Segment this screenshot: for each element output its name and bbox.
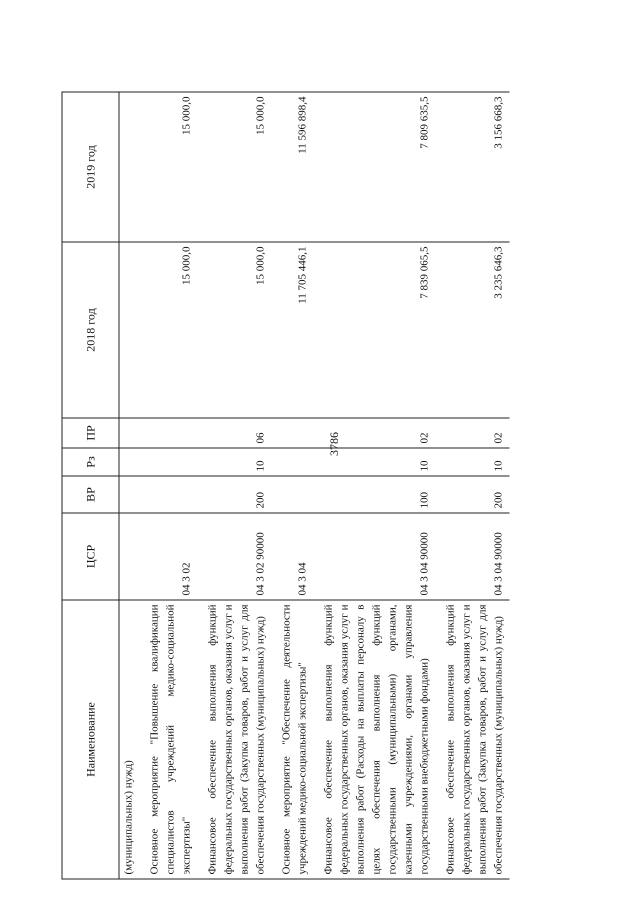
row-vr: [119, 476, 140, 513]
row-2018: [119, 242, 140, 418]
row-pr: [119, 418, 140, 448]
header-rz: Рз: [62, 448, 119, 476]
row-2018: 11 705 446,1: [278, 242, 314, 418]
row-name: Финансовое обеспечение выполнения функций федеральных государственных органов, оказания услуг и выполнения работ (Закупка товаров, работ и услуг для обеспечения государственных (муниципальных) нужд): [204, 600, 272, 879]
table-row: [146, 92, 198, 879]
row-csr: 04 3 02: [146, 513, 198, 600]
row-csr: [119, 513, 140, 600]
row-vr: [146, 476, 198, 513]
row-rz: [278, 448, 314, 476]
row-pr: 02: [442, 418, 510, 448]
table-row: [204, 92, 272, 879]
table-row: [278, 92, 314, 879]
row-vr: 100: [320, 476, 436, 513]
row-2019: 7 809 635,5: [320, 92, 436, 242]
row-rz: [146, 448, 198, 476]
header-pr: ПР: [62, 418, 119, 448]
row-rz: 10: [442, 448, 510, 476]
row-csr: 04 3 04 90000: [442, 513, 510, 600]
row-2019: 11 596 898,4: [278, 92, 314, 242]
row-2019: [119, 92, 140, 242]
row-rz: 10: [320, 448, 436, 476]
row-csr: 04 3 02 90000: [204, 513, 272, 600]
header-vr: ВР: [62, 476, 119, 513]
row-2019: 3 156 668,3: [442, 92, 510, 242]
row-rz: 10: [204, 448, 272, 476]
row-2018: 15 000,0: [146, 242, 198, 418]
row-2018: 7 839 065,5: [320, 242, 436, 418]
row-name: Финансовое обеспечение выполнения функций федеральных государственных органов, оказания услуг и выполнения работ (Закупка товаров, работ и услуг для обеспечения государственных (муниципальных) нужд): [442, 600, 510, 879]
page-number: 3786: [327, 432, 341, 456]
row-pr: 02: [320, 418, 436, 448]
row-vr: 200: [204, 476, 272, 513]
budget-table-sheet: [62, 93, 598, 880]
table-row: [119, 92, 140, 879]
row-2018: 15 000,0: [204, 242, 272, 418]
table-row: [320, 92, 436, 879]
row-pr: [146, 418, 198, 448]
table-row: [442, 92, 510, 879]
row-rz: [119, 448, 140, 476]
header-2019: 2019 год: [62, 92, 119, 242]
row-csr: 04 3 04: [278, 513, 314, 600]
row-pr: [278, 418, 314, 448]
row-name: Финансовое обеспечение выполнения функций федеральных государственных органов, оказания услуг и выполнения работ (Расходы на выплаты персоналу в целях обеспечения выполнения функций государственными (муниципальными) органами, казенными учреждениями, органами управления государственными внебюджетными фондами): [320, 600, 436, 879]
table-header-row: [62, 92, 119, 879]
header-name: Наименование: [62, 600, 119, 879]
row-vr: [278, 476, 314, 513]
row-csr: 04 3 04 90000: [320, 513, 436, 600]
header-csr: ЦСР: [62, 513, 119, 600]
row-name: Основное мероприятие "Обеспечение деятельности учреждений медико-социальной экспертизы": [278, 600, 314, 879]
row-name: Основное мероприятие "Повышение квалификации специалистов учреждений медико-социальной экспертизы": [146, 600, 198, 879]
row-vr: 200: [442, 476, 510, 513]
row-2019: 15 000,0: [146, 92, 198, 242]
header-2018: 2018 год: [62, 242, 119, 418]
row-2019: 15 000,0: [204, 92, 272, 242]
budget-table: [62, 92, 510, 880]
row-name: (муниципальных) нужд): [119, 600, 140, 879]
row-pr: 06: [204, 418, 272, 448]
row-2018: 3 235 646,3: [442, 242, 510, 418]
